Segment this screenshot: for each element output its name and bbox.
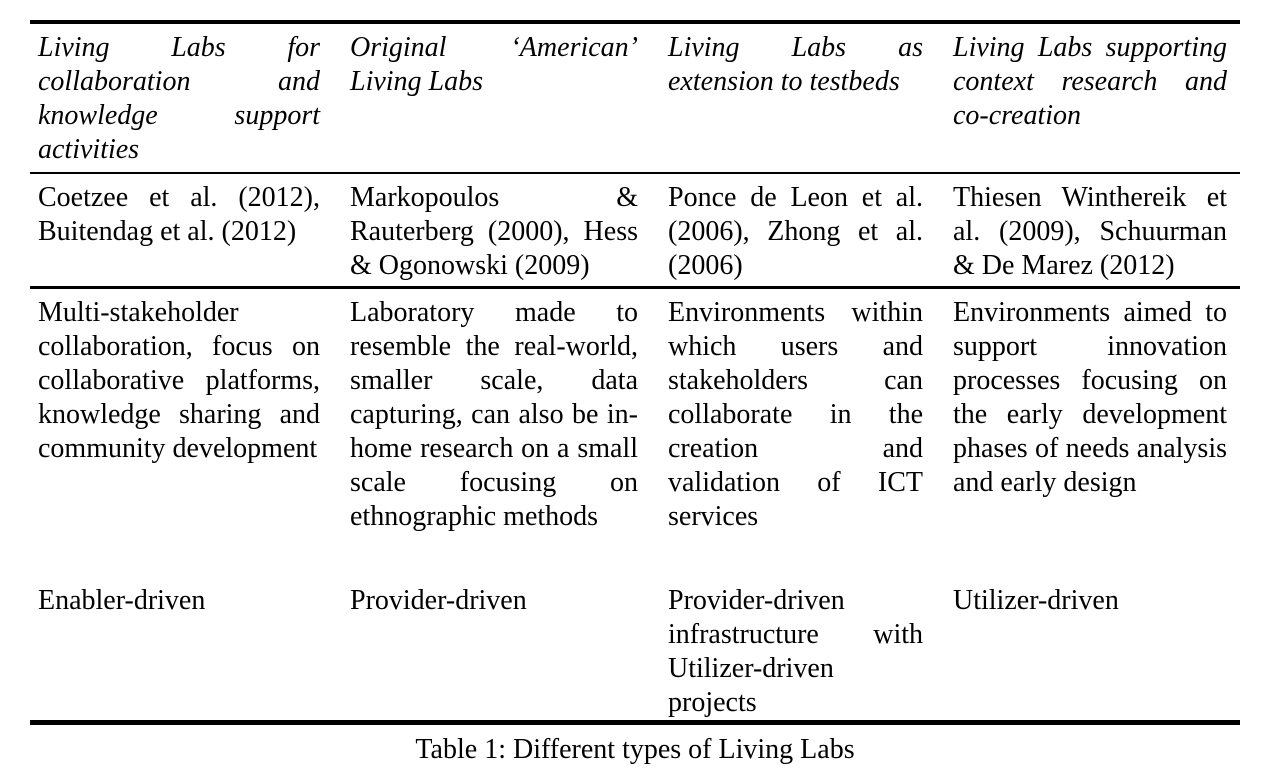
citation-cell-american: Markopoulos & Rauterberg (2000), Hess & Ogonowski (2009) — [342, 173, 660, 287]
citation-cell-testbeds: Ponce de Leon et al. (2006), Zhong et al. (2006) — [660, 173, 945, 287]
paper-table-figure — [30, 20, 1240, 767]
description-cell-american: Laboratory made to resemble the real-world, smaller scale, data capturing, can also be in-home research on a small scale focusing on ethnographic methods — [350, 296, 638, 532]
header-cell-american: Original ‘American’ Living Labs — [342, 22, 660, 173]
table-header-row — [30, 22, 1240, 173]
driver-cell-collaboration: Enabler-driven — [38, 585, 206, 616]
driver-cell-american: Provider-driven — [350, 585, 527, 616]
citation-cell-cocreation: Thiesen Winthereik et al. (2009), Schuurman & De Marez (2012) — [945, 173, 1240, 287]
header-cell-collaboration: Living Labs for collaboration and knowledge support activities — [30, 22, 342, 173]
description-cell-cocreation: Environments aimed to support innovation processes focusing on the early development phases of needs analysis and early design — [953, 296, 1227, 498]
driver-cell-testbeds: Provider-driven infrastructure with Utilizer-driven projects — [668, 585, 923, 718]
header-cell-cocreation: Living Labs supporting context research and co-creation — [945, 22, 1240, 173]
table-description-row — [30, 287, 1240, 577]
header-cell-testbeds: Living Labs as extension to testbeds — [660, 22, 945, 173]
table-driver-row — [30, 577, 1240, 723]
table-caption: Table 1: Different types of Living Labs — [415, 734, 855, 765]
citation-cell-collaboration: Coetzee et al. (2012), Buitendag et al. (2012) — [30, 173, 342, 287]
description-cell-collaboration: Multi-stakeholder collaboration, focus on collaborative platforms, knowledge sharing and community development — [38, 296, 320, 464]
table-citations-row — [30, 173, 1240, 287]
description-cell-testbeds: Environments within which users and stakeholders can collaborate in the creation and validation of ICT services — [668, 296, 923, 532]
driver-cell-cocreation: Utilizer-driven — [953, 585, 1119, 616]
living-labs-table — [30, 20, 1240, 725]
